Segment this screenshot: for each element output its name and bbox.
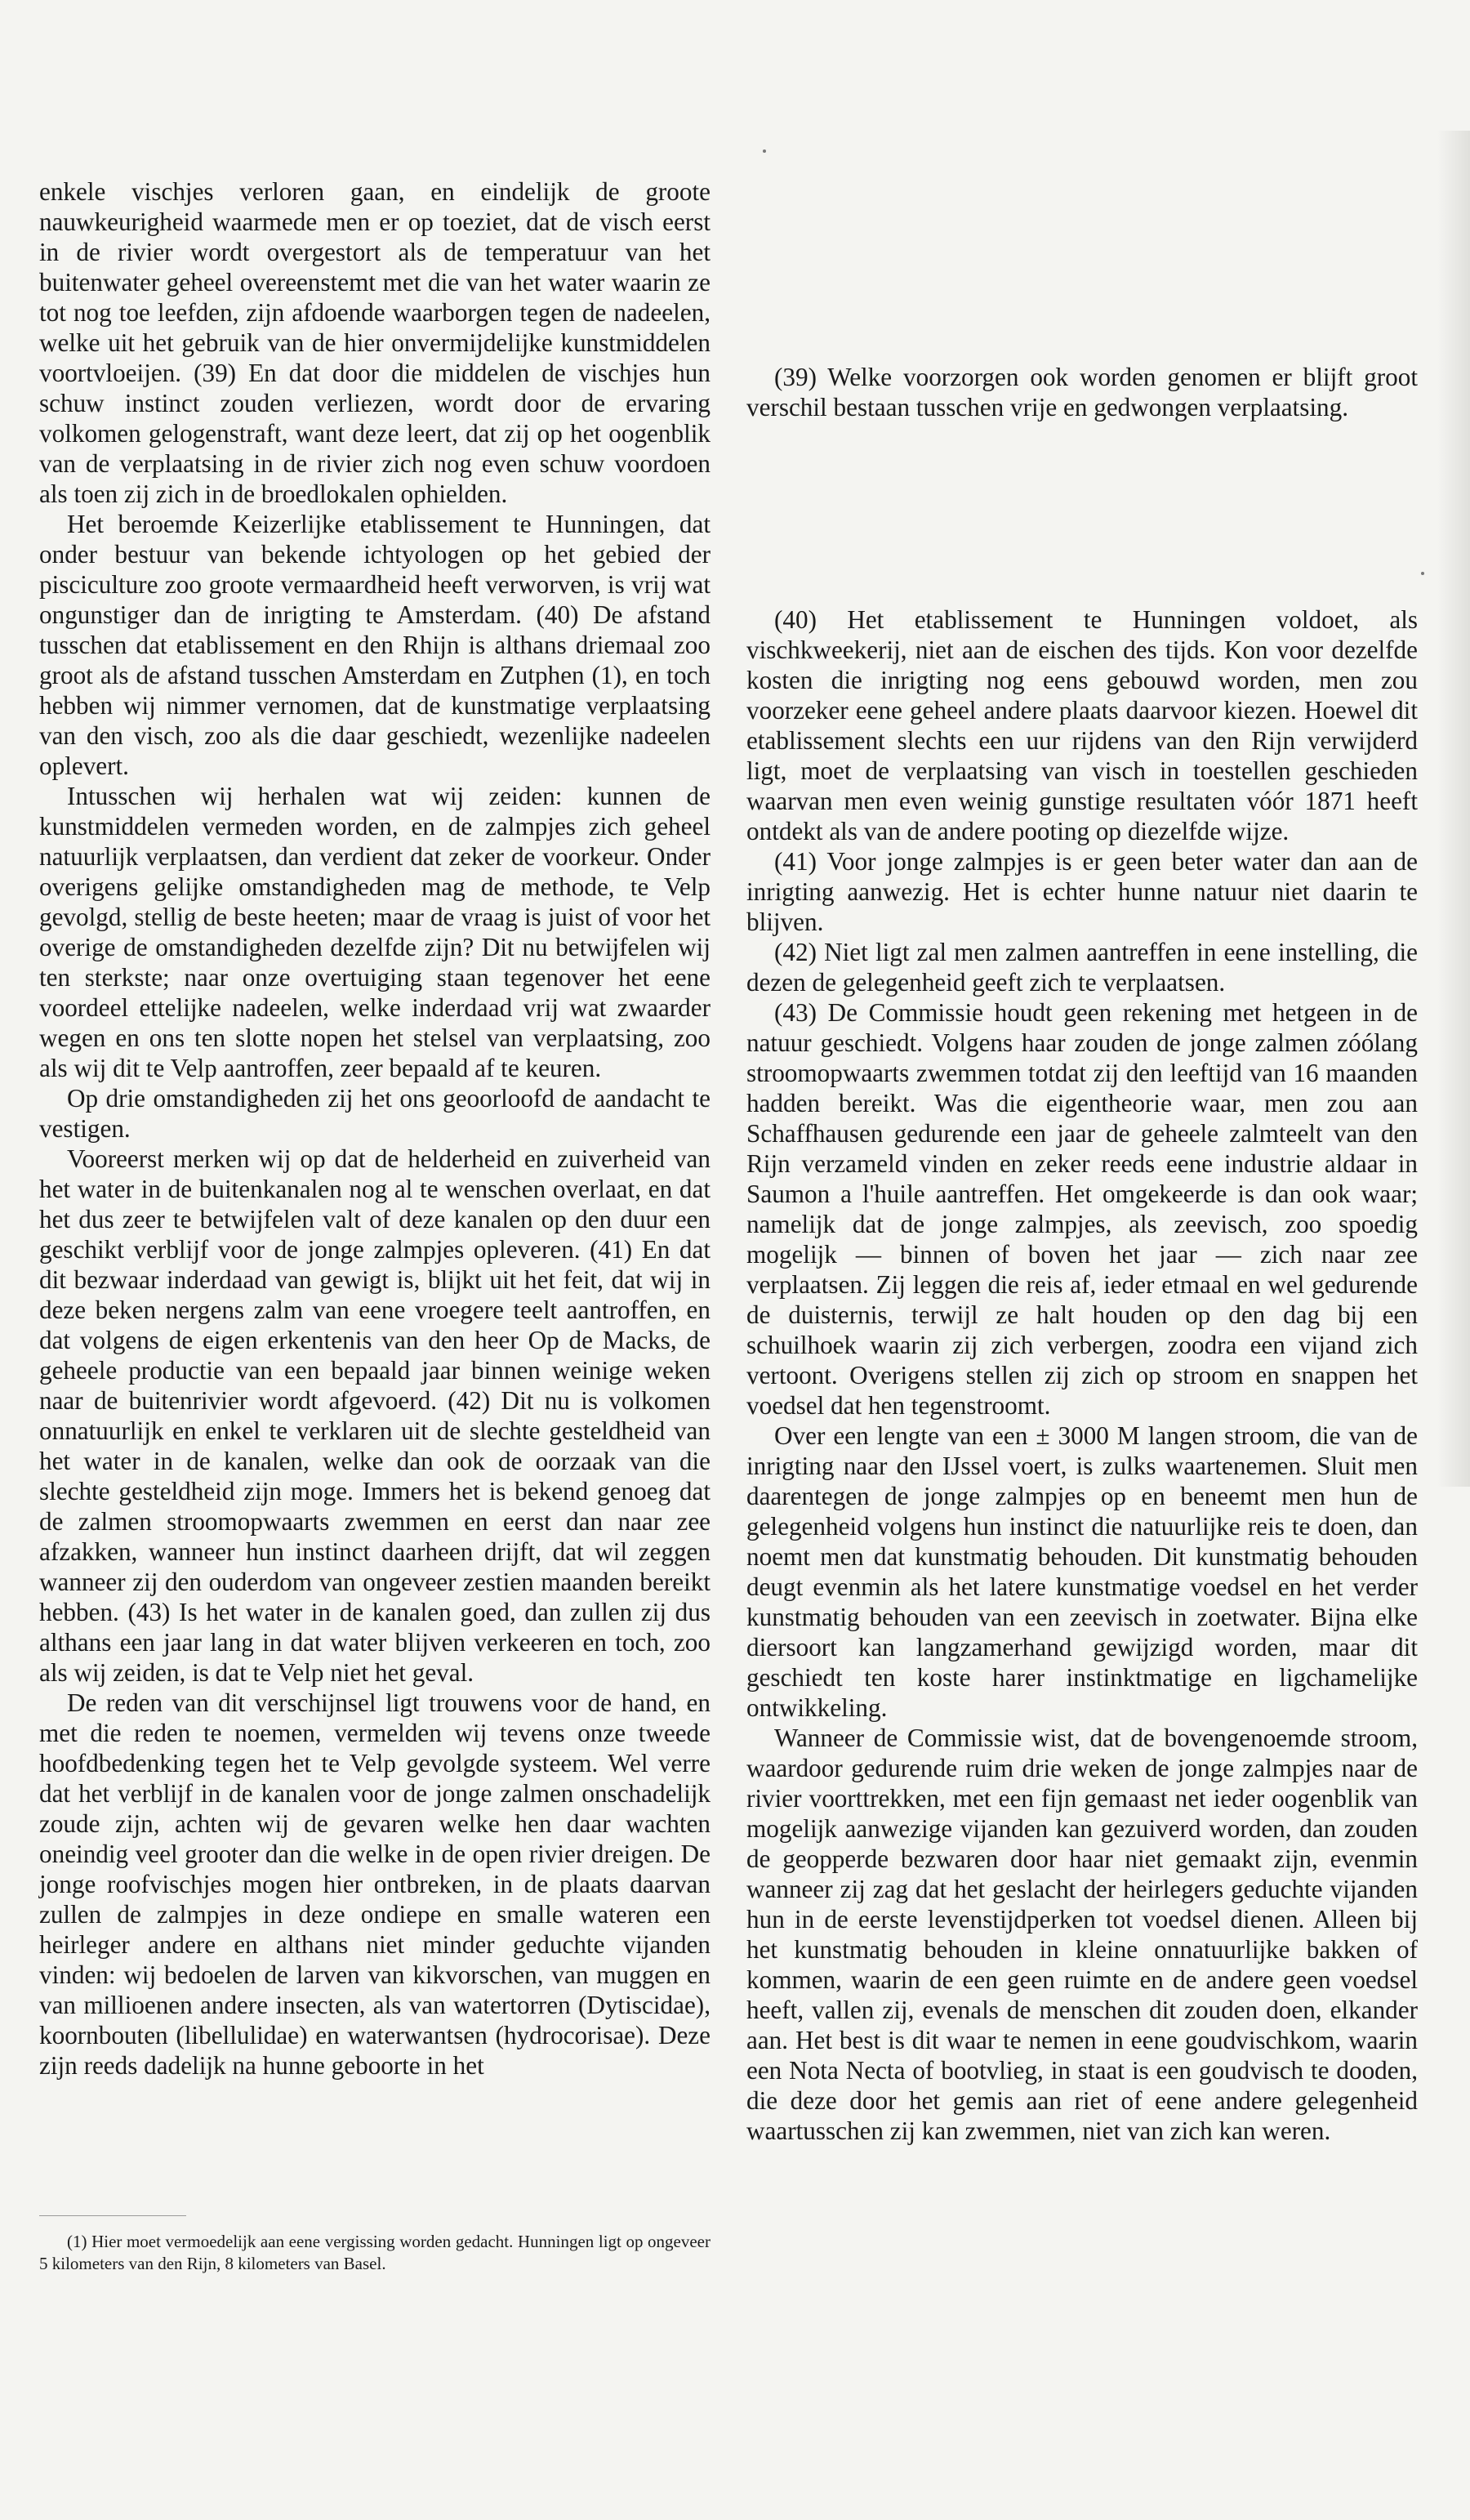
page-edge-shadow [1437, 131, 1470, 1487]
note-39 [746, 362, 1418, 422]
paragraph: enkele vischjes verloren gaan, en eindelijk de groote nauwkeurigheid waarmede men er op toeziet, dat de visch eerst in de rivier wordt overgestort als de temperatuur van het buitenwater geheel overeenstemt met die van het water waarin ze tot nog toe leefden, zijn afdoende waarborgen tegen de nadeelen, welke uit het gebruik van de hier onvermijdelijke kunstmiddelen voortvloeijen. (39) En dat door die middelen de vischjes hun schuw instinct zouden verliezen, wordt door de ervaring volkomen gelogenstraft, want deze leert, dat zij op het oogenblik van de verplaatsing in de rivier zich nog even schuw voordoen als toen zij zich in de broedlokalen ophielden. [39, 177, 710, 508]
paragraph: (40) Het etablissement te Hunningen voldoet, als vischkweekerij, niet aan de eischen des tijds. Kon voor dezelfde kosten die inrigting nog eens gebouwd worden, men zou voorzeker eene geheel andere plaats daarvoor kiezen. Hoewel dit etablissement slechts een uur rijdens van den Rijn verwijderd ligt, moet de verplaatsing van visch in toestellen geschieden waarvan men even weinig gunstige resultaten vóór 1871 heeft ontdekt als van de andere pooting op diezelfde wijze. [746, 605, 1418, 845]
footnote-rule [39, 2215, 186, 2216]
paragraph: Op drie omstandigheden zij het ons geoorloofd de aandacht te vestigen. [39, 1084, 710, 1143]
paragraph: Vooreerst merken wij op dat de helderheid en zuiverheid van het water in de buitenkanalen nog al te wenschen overlaat, en dat het dus zeer te betwijfelen valt of deze kanalen op den duur een geschikt verblijf voor de jonge zalmpjes opleveren. (41) En dat dit bezwaar inderdaad van gewigt is, blijkt uit het feit, dat wij in deze beken nergens zalm van eene vroegere teelt aantroffen, en dat volgens de eigen erkentenis van den heer Op de Macks, de geheele productie van een bepaald jaar binnen weinige weken naar de buitenrivier wordt afgevoerd. (42) Dit nu is volkomen onnatuurlijk en enkel te verklaren uit de slechte gesteldheid van het water in de kanalen, welke dan ook de oorzaak van die slechte gesteldheid zijn moge. Immers het is bekend genoeg dat de zalmen stroomopwaarts zwemmen en eerst dan naar zee afzakken, wanneer hun instinct daarheen drijft, dat wil zeggen wanneer zij den ouderdom van ongeveer zestien maanden bereikt hebben. (43) Is het water in de kanalen goed, dan zullen zij dus althans een jaar lang in dat water blijven verkeeren en toch, zoo als wij zeiden, is dat te Velp niet het geval. [39, 1144, 710, 1687]
paragraph: (43) De Commissie houdt geen rekening met hetgeen in de natuur geschiedt. Volgens haar zouden de jonge zalmen zóólang stroomopwaarts zwemmen totdat zij den leeftijd van 16 maanden hadden bereikt. Was die eigentheorie waar, men zou aan Schaffhausen gedurende een jaar de geheele zalmteelt van den Rijn verzameld vinden en zeker reeds eene industrie aldaar in Saumon a l'huile aantreffen. Het omgekeerde is dan ook waar; namelijk dat de jonge zalmpjes, als zeevisch, zoo spoedig mogelijk — binnen of boven het jaar — zich naar zee verplaatsen. Zij leggen die reis af, ieder etmaal en wel gedurende de duisternis, terwijl ze halt houden op den dag bij een schuilhoek waarin zij zich verbergen, zoodra een vijand zich vertoont. Overigens stellen zij zich op stroom en snappen het voedsel dat hen tegenstroomt. [746, 998, 1418, 1420]
paragraph: (41) Voor jonge zalmpjes is er geen beter water dan aan de inrigting aanwezig. Het is echter hunne natuur niet daarin te blijven. [746, 847, 1418, 936]
print-speck [763, 149, 766, 153]
right-column [746, 604, 1418, 2146]
paragraph: De reden van dit verschijnsel ligt trouwens voor de hand, en met die reden te noemen, vermelden wij tevens onze tweede hoofdbedenking tegen het te Velp gevolgde systeem. Wel verre dat het verblijf in de kanalen voor de jonge zalmen onschadelijk zoude zijn, achten wij de gevaren welke hen daar wachten oneindig veel grooter dan die welke in de open rivier dreigen. De jonge roofvischjes mogen hier ontbreken, in de plaats daarvan zullen de zalmpjes in deze ondiepe en smalle wateren een heirleger andere en althans niet minder geduchte vijanden vinden: wij bedoelen de larven van kikvorschen, van muggen en van millioenen andere insecten, als van watertorren (Dytiscidae), koornbouten (libellulidae) en waterwantsen (hydrocorisae). Deze zijn reeds dadelijk na hunne geboorte in het [39, 1688, 710, 2080]
paragraph: Het beroemde Keizerlijke etablissement te Hunningen, dat onder bestuur van bekende ichtyologen op het gebied der pisciculture zoo groote vermaardheid heeft verworven, is vrij wat ongunstiger dan de inrigting te Amsterdam. (40) De afstand tusschen dat etablissement en den Rhijn is althans driemaal zoo groot als de afstand tusschen Amsterdam en Zutphen (1), en toch hebben wij nimmer vernomen, dat de kunstmatige verplaatsing van den visch, zoo als die daar geschiedt, wezenlijke nadeelen oplevert. [39, 510, 710, 780]
paragraph: Wanneer de Commissie wist, dat de bovengenoemde stroom, waardoor gedurende ruim drie weken de jonge zalmpjes naar de rivier voorttrekken, met een fijn gemaast net ieder oogenblik van mogelijk aanwezige vijanden kan gezuiverd worden, dan zouden de geopperde bezwaren door haar niet gemaakt zijn, evenmin wanneer zij zag dat het geslacht der heirlegers geduchte vijanden hun in de eerste levenstijdperken tot voedsel dienen. Alleen bij het kunstmatig behouden in kleine onnatuurlijke bakken of kommen, waarin de een geen ruimte en de andere geen voedsel heeft, vallen zij, evenals de menschen dit zouden doen, elkander aan. Het best is dit waar te nemen in eene goudvischkom, waarin een Nota Necta of bootvlieg, in staat is een goudvisch te dooden, die deze door het gemis aan riet of eene andere gelegenheid waartusschen zij kan zwemmen, niet van zich kan weren. [746, 1724, 1418, 2145]
paragraph: Intusschen wij herhalen wat wij zeiden: kunnen de kunstmiddelen vermeden worden, en de zalmpjes zich geheel natuurlijk verplaatsen, dan verdient dat zeker de voorkeur. Onder overigens gelijke omstandigheden mag de methode, te Velp gevolgd, stellig de beste heeten; maar de vraag is juist of voor het overige de omstandigheden dezelfde zijn? Dit nu betwijfelen wij ten sterkste; naar onze overtuiging staan tegenover het eene voordeel ettelijke nadeelen, welke inderdaad vrij wat zwaarder wegen en ons ten slotte nopen het stelsel van verplaatsing, zoo als wij dit te Velp aantroffen, zeer bepaald af te keuren. [39, 782, 710, 1082]
paragraph: (42) Niet ligt zal men zalmen aantreffen in eene instelling, die dezen de gelegenheid geeft zich te verplaatsen. [746, 938, 1418, 997]
print-speck [1421, 572, 1424, 575]
paragraph: (39) Welke voorzorgen ook worden genomen er blijft groot verschil bestaan tusschen vrije en gedwongen verplaatsing. [746, 363, 1418, 421]
paragraph: Over een lengte van een ± 3000 M langen stroom, die van de inrigting naar den IJssel voert, is zulks waartenemen. Sluit men daarentegen de jonge zalmpjes op en beneemt men hun de gelegenheid volgens hun instinct die natuurlijke reis te doen, dan noemt men dat kunstmatig behouden. Dit kunstmatig behouden deugt evenmin als het latere kunstmatige voedsel en het verder kunstmatig behouden van een zeevisch in zoetwater. Bijna elke diersoort kan langzamerhand gewijzigd worden, maar dit geschiedt ten koste harer instinktmatige en ligchamelijke ontwikkeling. [746, 1421, 1418, 1722]
footnote: (1) Hier moet vermoedelijk aan eene vergissing worden gedacht. Hunningen ligt op ongeveer 5 kilometers van den Rijn, 8 kilometers van Basel. [39, 2232, 710, 2273]
left-column [39, 176, 710, 2081]
